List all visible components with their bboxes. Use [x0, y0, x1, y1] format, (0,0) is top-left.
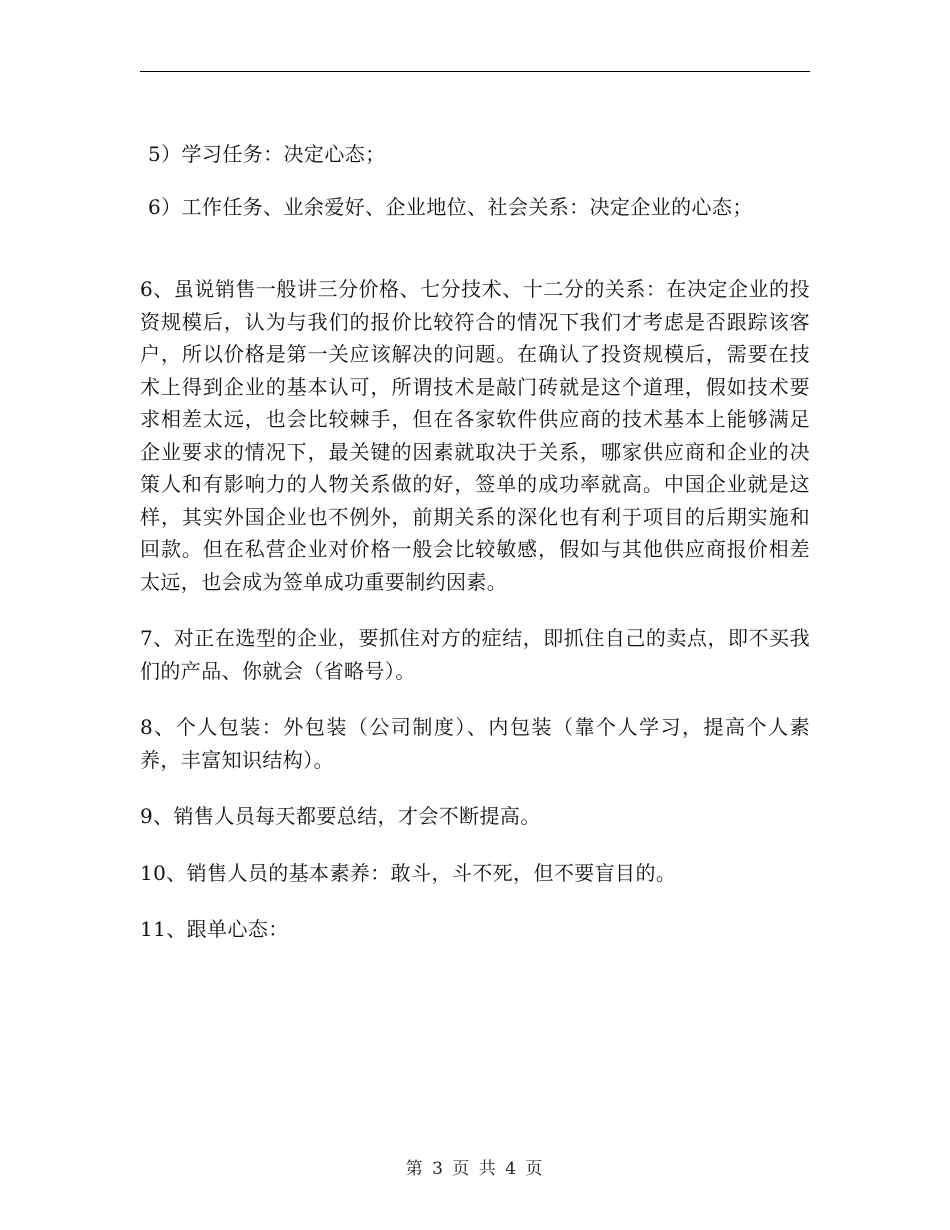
header-rule — [140, 71, 810, 72]
paragraph-6-pricing-technology-relationship: 6、虽说销售一般讲三分价格、七分技术、十二分的关系：在决定企业的投资规模后，认为与我们的报价比较符合的情况下我们才考虑是否跟踪该客户，所以价格是第一关应该解决的问题。在确认了投资规模后，需要在技术上得到企业的基本认可，所谓技术是敲门砖就是这个道理，假如技术要求相差太远，也会比较棘手，但在各家软件供应商的技术基本上能够满足企业要求的情况下，最关键的因素就取决于关系，哪家供应商和企业的决策人和有影响力的人物关系做的好，签单的成功率就高。中国企业就是这样，其实外国企业也不例外，前期关系的深化也有利于项目的后期实施和回款。但在私营企业对价格一般会比较敏感，假如与其他供应商报价相差太远，也会成为签单成功重要制约因素。 — [140, 277, 810, 594]
paragraph-10-basic-qualities: 10、销售人员的基本素养：敢斗，斗不死，但不要盲目的。 — [140, 860, 677, 885]
list-item-5: 5）学习任务：决定心态； — [148, 142, 386, 166]
paragraph-8-personal-packaging: 8、个人包装：外包装（公司制度）、内包装（靠个人学习，提高个人素养，丰富知识结构）。 — [140, 715, 810, 772]
paragraph-7-selling-point: 7、对正在选型的企业，要抓住对方的症结，即抓住自己的卖点，即不买我们的产品、你就会（省略号）。 — [140, 626, 810, 683]
page-number-footer: 第 3 页 共 4 页 — [405, 1159, 545, 1179]
list-item-6: 6）工作任务、业余爱好、企业地位、社会关系：决定企业的心态； — [148, 194, 753, 219]
paragraph-11-follow-up-mindset: 11、跟单心态： — [140, 917, 289, 941]
paragraph-9-daily-summary: 9、销售人员每天都要总结，才会不断提高。 — [140, 804, 541, 828]
document-body — [140, 138, 810, 946]
